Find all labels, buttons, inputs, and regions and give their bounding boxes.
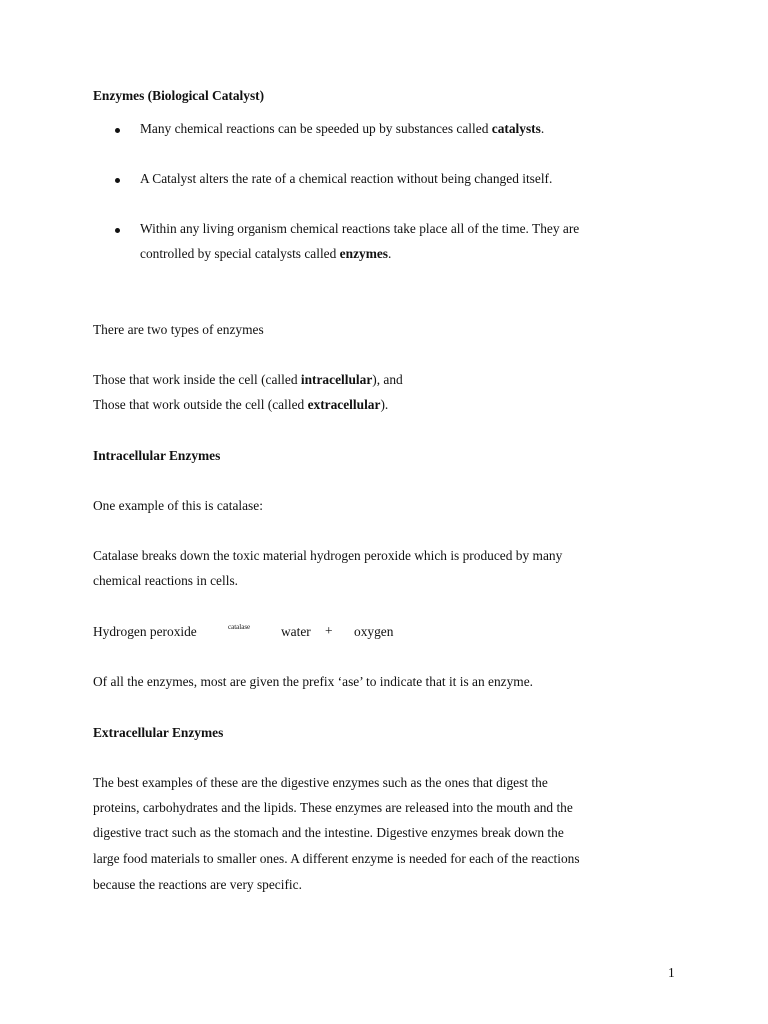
type-line-intracellular — [93, 372, 403, 388]
equation-catalyst-label: catalase — [228, 623, 251, 631]
bullet-dot — [115, 128, 120, 133]
catalase-paragraph-line: chemical reactions in cells. — [93, 573, 239, 588]
extracellular-paragraph-line: digestive tract such as the stomach and the intestine. Digestive enzymes break down the — [93, 825, 564, 840]
equation-reactant: Hydrogen peroxide — [93, 624, 197, 639]
bullet-dot — [115, 228, 120, 233]
document-title: Enzymes (Biological Catalyst) — [93, 88, 265, 103]
bullet-item-continued — [140, 246, 391, 262]
equation-plus: + — [325, 623, 333, 638]
bullet-bold-term: catalysts — [491, 121, 541, 136]
catalase-paragraph-line: Catalase breaks down the toxic material hydrogen peroxide which is produced by many — [93, 548, 563, 563]
extracellular-paragraph-line: proteins, carbohydrates and the lipids. These enzymes are released into the mouth and the — [93, 800, 573, 815]
type-line-extracellular — [93, 397, 388, 413]
bullet-text-end: . — [540, 121, 545, 136]
extracellular-paragraph-line: because the reactions are very specific. — [93, 877, 302, 892]
extracellular-paragraph-line: The best examples of these are the digestive enzymes such as the ones that digest the — [93, 775, 548, 790]
type-text-end: ), and — [372, 372, 403, 387]
type-text: Those that work outside the cell (called — [93, 397, 308, 412]
extracellular-heading: Extracellular Enzymes — [93, 725, 224, 740]
bullet-text: Many chemical reactions can be speeded up by substances called — [140, 121, 492, 136]
type-bold-term: extracellular — [307, 397, 381, 412]
type-bold-term: intracellular — [300, 372, 373, 387]
type-text-end: ). — [380, 397, 389, 412]
extracellular-paragraph-line: large food materials to smaller ones. A different enzyme is needed for each of the reactions — [93, 851, 580, 866]
equation-product-oxygen: oxygen — [354, 624, 394, 639]
prefix-note: Of all the enzymes, most are given the prefix ‘ase’ to indicate that it is an enzyme. — [93, 674, 533, 689]
bullet-text: controlled by special catalysts called — [140, 246, 340, 261]
bullet-item: Within any living organism chemical reactions take place all of the time. They are — [140, 221, 580, 236]
types-intro: There are two types of enzymes — [93, 322, 264, 337]
bullet-bold-term: enzymes — [339, 246, 389, 261]
intracellular-example: One example of this is catalase: — [93, 498, 263, 513]
bullet-text-end: . — [388, 246, 392, 261]
type-text: Those that work inside the cell (called — [93, 372, 301, 387]
bullet-item: A Catalyst alters the rate of a chemical reaction without being changed itself. — [140, 171, 553, 186]
intracellular-heading: Intracellular Enzymes — [93, 448, 221, 463]
bullet-item — [140, 121, 544, 137]
page-number: 1 — [668, 965, 675, 980]
bullet-dot — [115, 178, 120, 183]
equation-product-water: water — [281, 624, 311, 639]
